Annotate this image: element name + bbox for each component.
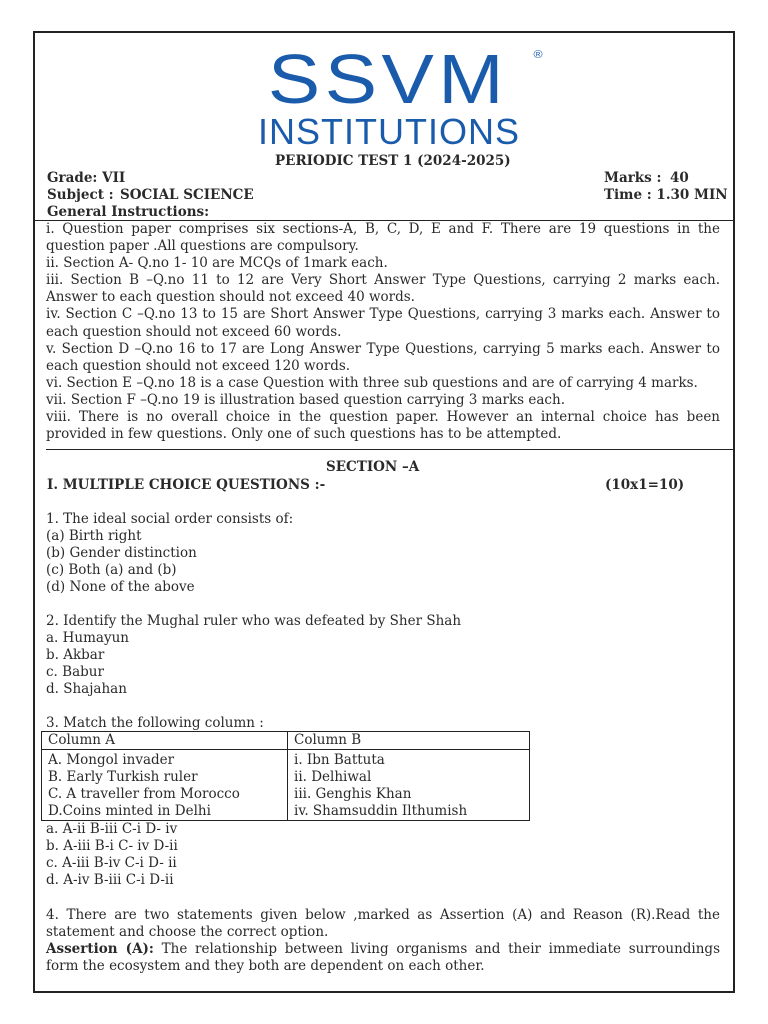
assertion: [46, 941, 720, 975]
instruction-item: iii. Section B –Q.no 11 to 12 are Very Short Answer Type Questions, carrying 2 marks each. Answer to each question should not exceed 40 words.: [46, 272, 720, 306]
column-a-item: B. Early Turkish ruler: [48, 769, 198, 785]
column-a-item: A. Mongol invader: [48, 752, 175, 768]
subject-value: SOCIAL SCIENCE: [120, 187, 254, 203]
marks-value: 40: [670, 170, 689, 186]
option: a. A-ii B-iii C-i D- iv: [46, 821, 178, 837]
question-3-options: [46, 821, 178, 889]
section-title: SECTION –A: [326, 459, 420, 475]
assertion-text: The relationship between living organisms and their immediate surroundings form the ecosystem and they both are dependent on each other.: [46, 941, 720, 975]
general-instructions-heading: General Instructions:: [47, 204, 210, 220]
logo-wordmark: SSVM: [267, 40, 509, 118]
section-heading: I. MULTIPLE CHOICE QUESTIONS :-: [47, 477, 326, 493]
logo-subtitle: INSTITUTIONS: [258, 111, 520, 152]
divider: [46, 449, 735, 450]
assertion-label: Assertion (A):: [46, 941, 154, 958]
option: a. Humayun: [46, 630, 129, 646]
column-b-item: iv. Shamsuddin Ilthumish: [294, 803, 468, 819]
column-a-item: C. A traveller from Morocco: [48, 786, 240, 802]
question-4: [46, 907, 720, 975]
instruction-item: vi. Section E –Q.no 18 is a case Question with three sub questions and are of carrying 4 marks.: [46, 374, 698, 391]
option: (a) Birth right: [46, 528, 142, 544]
time: Time : 1.30 MIN: [604, 187, 728, 203]
option: (b) Gender distinction: [46, 545, 197, 561]
option: b. Akbar: [46, 647, 105, 663]
question-3-text: 3. Match the following column :: [46, 715, 264, 731]
option: c. A-iii B-iv C-i D- ii: [46, 855, 177, 871]
instruction-item: viii. There is no overall choice in the question paper. However an internal choice has been provided in few questions. Only one of such questions has to be attempted.: [46, 409, 720, 443]
section-marks: (10x1=10): [605, 477, 685, 493]
option: d. Shajahan: [46, 681, 127, 697]
question-text: 2. Identify the Mughal ruler who was defeated by Sher Shah: [46, 613, 462, 629]
registered-mark: ®: [533, 49, 543, 61]
match-table: [41, 731, 530, 821]
option: b. A-iii B-i C- iv D-ii: [46, 838, 178, 854]
instructions: [46, 221, 720, 443]
question-text: 4. There are two statements given below ,marked as Assertion (A) and Reason (R).Read the statement and choose the correct option.: [46, 907, 720, 941]
option: c. Babur: [46, 664, 104, 680]
column-b-item: iii. Genghis Khan: [294, 786, 412, 802]
option: (d) None of the above: [46, 579, 195, 595]
instruction-item: i. Question paper comprises six sections-A, B, C, D, E and F. There are 19 questions in the question paper .All questions are compulsory.: [46, 221, 720, 255]
grade: Grade: VII: [47, 170, 126, 186]
column-a-item: D.Coins minted in Delhi: [48, 803, 211, 819]
test-title: PERIODIC TEST 1 (2024-2025): [275, 153, 511, 169]
instruction-item: ii. Section A- Q.no 1- 10 are MCQs of 1mark each.: [46, 255, 388, 272]
question-2: [46, 613, 461, 698]
instruction-item: vii. Section F –Q.no 19 is illustration based question carrying 3 marks each.: [46, 391, 565, 408]
ssvm-logo: [242, 40, 543, 118]
option: d. A-iv B-iii C-i D-ii: [46, 872, 174, 888]
question-text: 1. The ideal social order consists of:: [46, 511, 294, 527]
instruction-item: v. Section D –Q.no 16 to 17 are Long Answer Type Questions, carrying 5 marks each. Answer to each question should not exceed 120 words.: [46, 340, 720, 374]
column-a-header: Column A: [42, 732, 288, 750]
subject-label: Subject :: [47, 187, 114, 203]
marks-label: Marks :: [604, 170, 662, 186]
column-b-header: Column B: [288, 732, 530, 750]
column-b-item: ii. Delhiwal: [294, 769, 372, 785]
option: (c) Both (a) and (b): [46, 562, 177, 578]
instruction-item: iv. Section C –Q.no 13 to 15 are Short Answer Type Questions, carrying 3 marks each. Answer to each question should not exceed 60 words.: [46, 306, 720, 340]
column-b-item: i. Ibn Battuta: [294, 752, 385, 768]
question-1: [46, 511, 293, 596]
table-row: [42, 750, 530, 821]
table-header-row: [42, 732, 530, 750]
